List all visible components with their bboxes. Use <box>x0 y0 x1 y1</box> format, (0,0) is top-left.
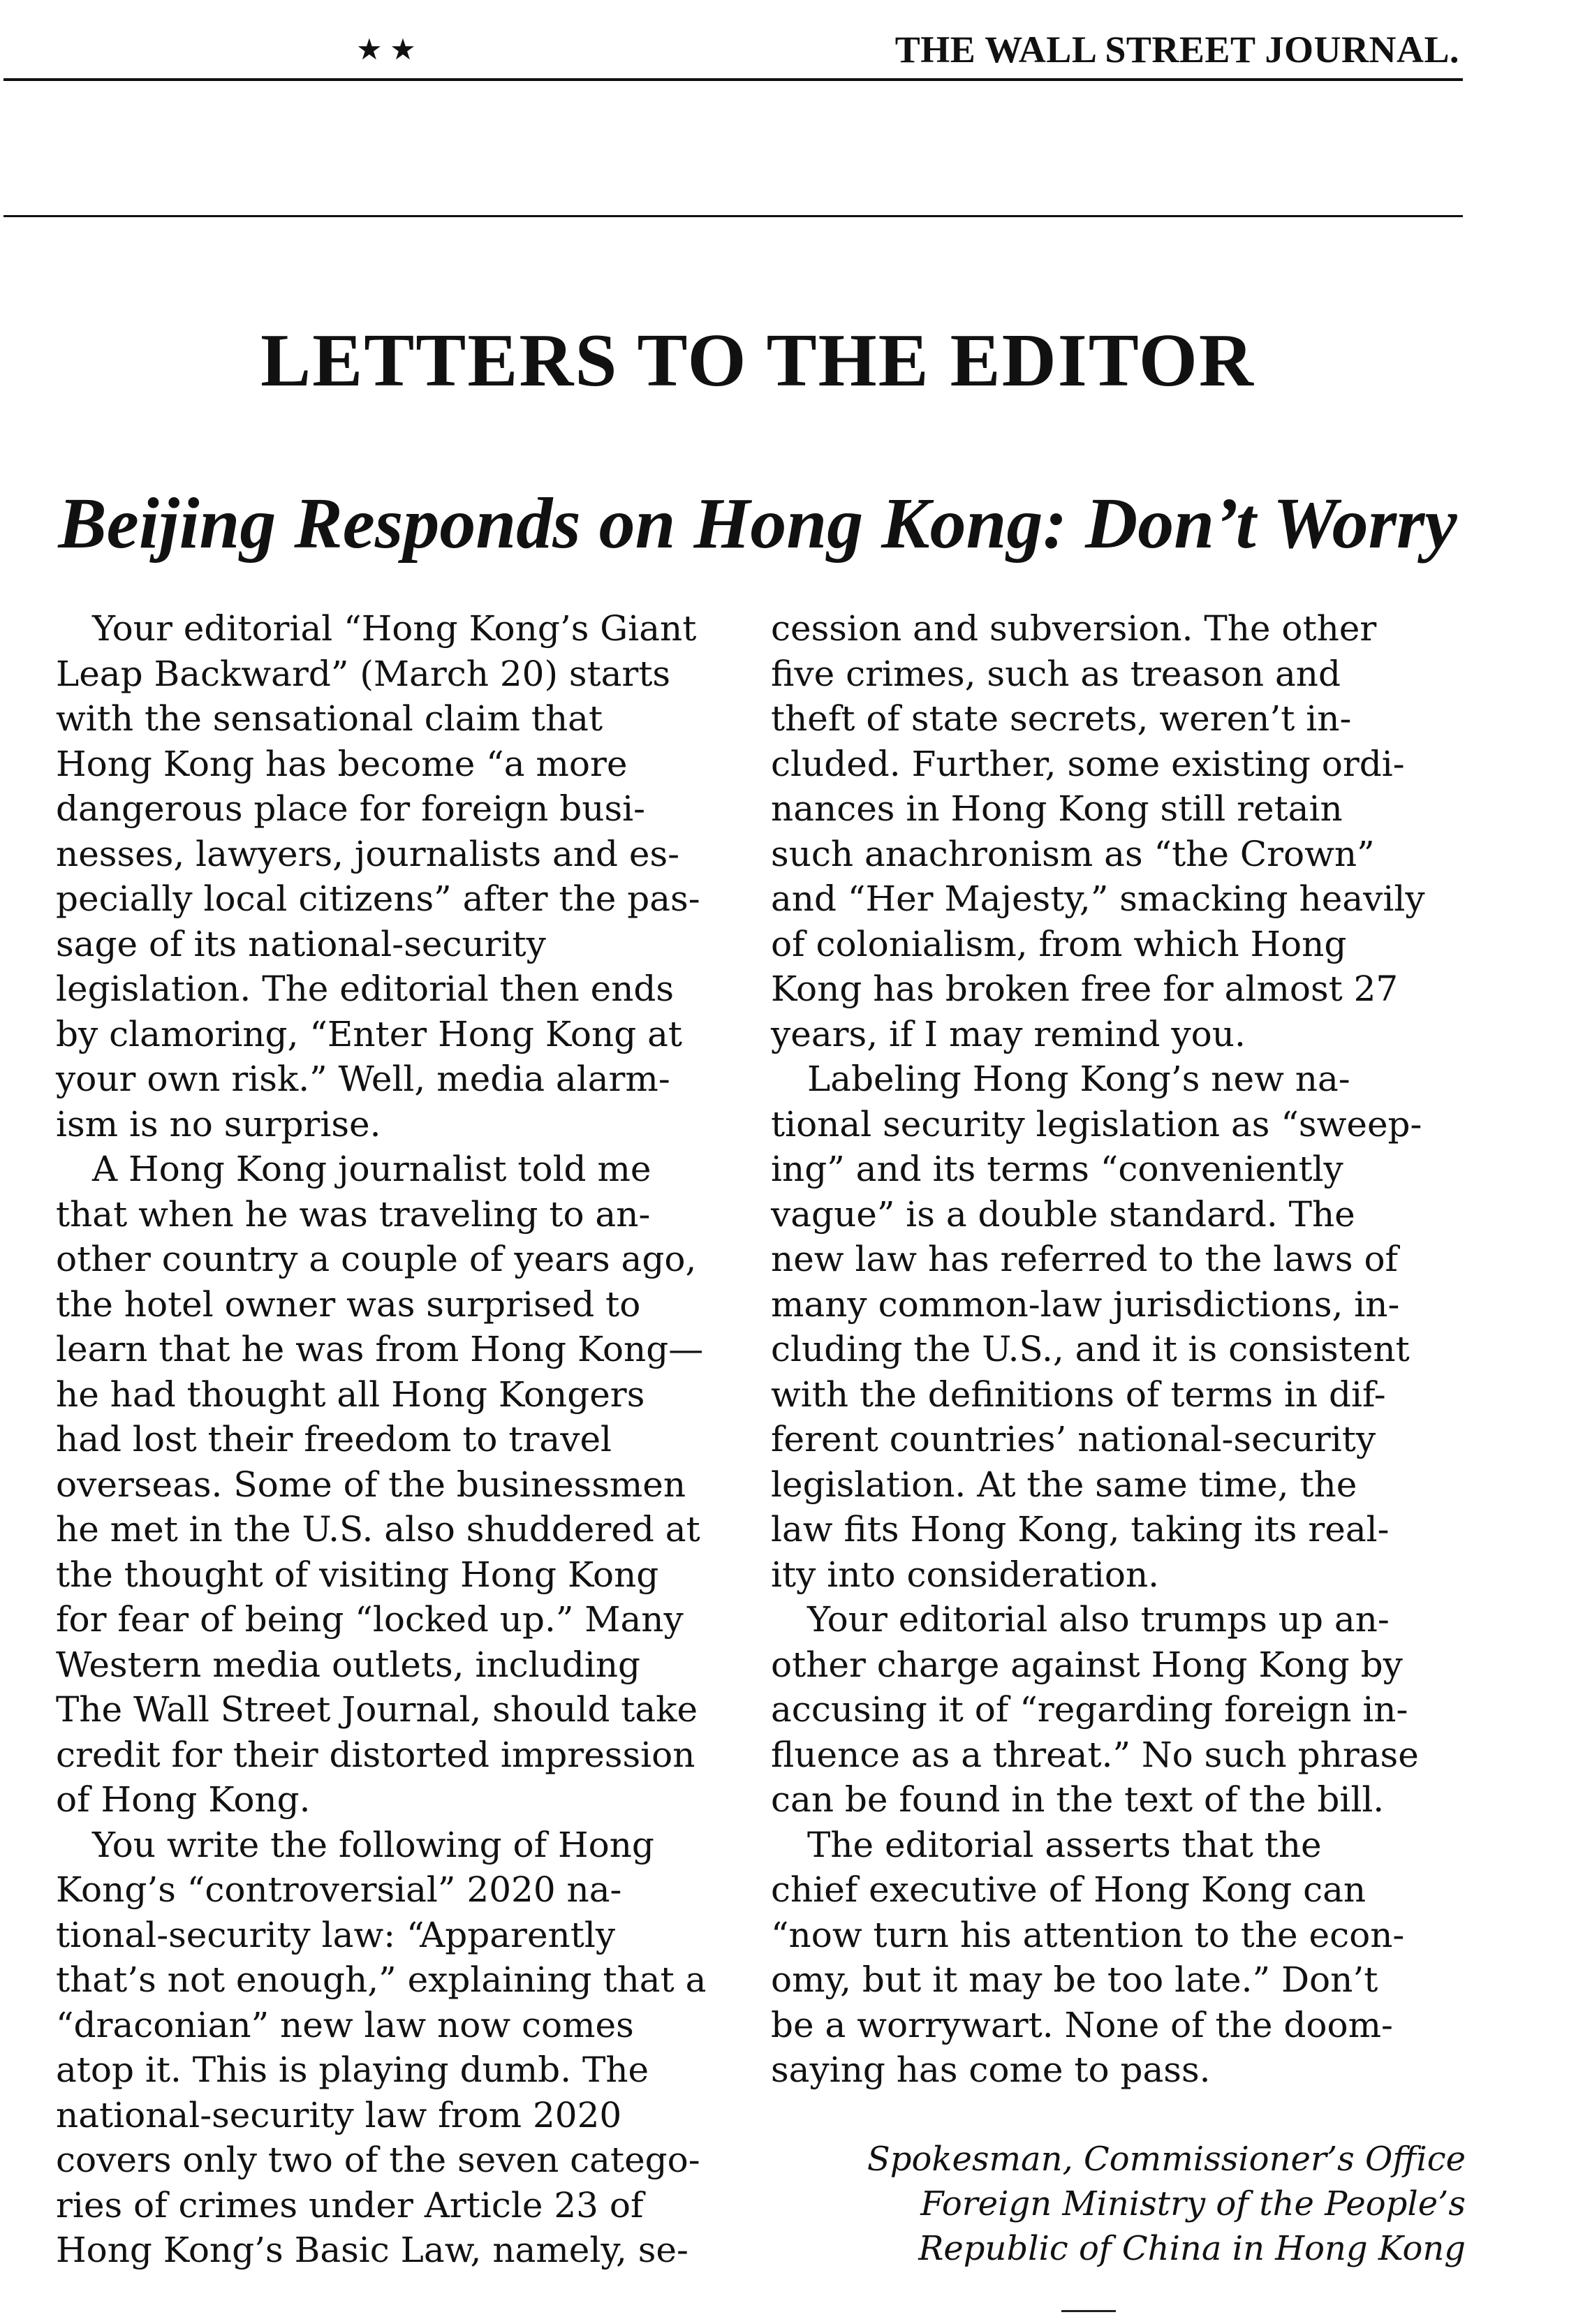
text-line: overseas. Some of the businessmen <box>56 1464 686 1505</box>
text-line: accusing it of “regarding foreign in- <box>771 1689 1408 1730</box>
text-line: of colonialism, from which Hong <box>771 923 1347 964</box>
signature-line: Foreign Ministry of the People’s <box>920 2184 1466 2223</box>
text-line: Labeling Hong Kong’s new na- <box>807 1059 1350 1099</box>
text-line: learn that he was from Hong Kong— <box>56 1329 704 1369</box>
text-line: with the definitions of terms in dif- <box>771 1374 1386 1415</box>
text-line: vague” is a double standard. The <box>771 1193 1355 1235</box>
text-line: legislation. At the same time, the <box>771 1464 1357 1505</box>
section-heading: LETTERS TO THE EDITOR <box>260 319 1255 402</box>
paragraph-3 <box>56 1823 747 2273</box>
text-line: that’s not enough,” explaining that a <box>56 1959 707 2000</box>
paragraph-4 <box>771 1057 1462 1597</box>
text-line: many common-law jurisdictions, in- <box>771 1284 1400 1325</box>
text-line: Kong’s “controversial” 2020 na- <box>56 1869 622 1910</box>
text-line: cession and subversion. The other <box>771 608 1377 649</box>
paragraph-2 <box>56 1147 747 1823</box>
text-line: Hong Kong has become “a more <box>56 743 628 784</box>
text-line: chief executive of Hong Kong can <box>771 1869 1367 1910</box>
text-line: omy, but it may be too late.” Don’t <box>771 1959 1378 2000</box>
text-line: he met in the U.S. also shuddered at <box>56 1509 700 1550</box>
text-line: A Hong Kong journalist told me <box>92 1149 651 1189</box>
text-line: other charge against Hong Kong by <box>771 1644 1403 1685</box>
text-line: cluding the U.S., and it is consistent <box>771 1329 1410 1369</box>
text-line: saying has come to pass. <box>771 2050 1211 2090</box>
text-line: Hong Kong’s Basic Law, namely, se- <box>56 2230 688 2270</box>
text-line: ism is no surprise. <box>56 1103 381 1145</box>
newspaper-name: THE WALL STREET JOURNAL. <box>894 29 1459 71</box>
text-line: years, if I may remind you. <box>771 1013 1246 1054</box>
text-line: such anachronism as “the Crown” <box>771 833 1375 874</box>
text-line: other country a couple of years ago, <box>56 1239 697 1279</box>
text-line: law fits Hong Kong, taking its real- <box>771 1509 1390 1550</box>
text-line: tional-security law: “Apparently <box>56 1914 616 1955</box>
text-line: the hotel owner was surprised to <box>56 1284 641 1325</box>
left-column <box>56 606 747 2273</box>
signature-line: Republic of China in Hong Kong <box>918 2229 1466 2268</box>
text-line: by clamoring, “Enter Hong Kong at <box>56 1013 683 1054</box>
text-line: for fear of being “locked up.” Many <box>56 1599 684 1640</box>
text-line: atop it. This is playing dumb. The <box>56 2050 649 2090</box>
text-line: he had thought all Hong Kongers <box>56 1374 645 1415</box>
text-line: of Hong Kong. <box>56 1779 311 1820</box>
text-line: Your editorial also trumps up an- <box>807 1599 1390 1640</box>
text-line: Leap Backward” (March 20) starts <box>56 653 671 694</box>
text-line: ing” and its terms “conveniently <box>771 1149 1343 1189</box>
text-line: nesses, lawyers, journalists and es- <box>56 833 679 874</box>
section-rule <box>3 215 1463 217</box>
text-line: can be found in the text of the bill. <box>771 1779 1385 1820</box>
text-line: the thought of visiting Hong Kong <box>56 1554 659 1595</box>
text-line: covers only two of the seven catego- <box>56 2140 700 2180</box>
text-line: fluence as a threat.” No such phrase <box>771 1734 1419 1775</box>
text-line: that when he was traveling to an- <box>56 1193 651 1235</box>
text-line: pecially local citizens” after the pas- <box>56 878 700 919</box>
text-line: be a worrywart. None of the doom- <box>771 2004 1393 2045</box>
text-line: with the sensational claim that <box>56 698 603 739</box>
text-line: sage of its national-security <box>56 923 546 964</box>
paragraph-3-continued <box>771 606 1462 1057</box>
paragraph-1 <box>56 606 747 1147</box>
text-line: national-security law from 2020 <box>56 2094 622 2135</box>
text-line: and “Her Majesty,” smacking heavily <box>771 878 1425 919</box>
text-line: theft of state secrets, weren’t in- <box>771 698 1352 739</box>
masthead <box>0 28 1459 70</box>
signature-line: Spokesman, Commissioner’s Office <box>867 2140 1466 2179</box>
text-line: tional security legislation as “sweep- <box>771 1103 1422 1145</box>
masthead-rule <box>3 78 1463 81</box>
text-line: Western media outlets, including <box>56 1644 641 1685</box>
text-line: had lost their freedom to travel <box>56 1419 612 1459</box>
text-line: credit for their distorted impression <box>56 1734 695 1775</box>
text-line: nances in Hong Kong still retain <box>771 788 1343 829</box>
text-line: new law has referred to the laws of <box>771 1239 1399 1279</box>
paragraph-6 <box>771 1823 1462 2093</box>
signature-block <box>867 2137 1466 2271</box>
text-line: five crimes, such as treason and <box>771 653 1341 694</box>
paragraph-5 <box>771 1597 1462 1823</box>
text-line: You write the following of Hong <box>92 1824 654 1865</box>
text-line: The editorial asserts that the <box>807 1824 1322 1865</box>
text-line: “draconian” new law now comes <box>56 2004 634 2045</box>
text-line: cluded. Further, some existing ordi- <box>771 743 1405 784</box>
text-line: Your editorial “Hong Kong’s Giant <box>92 608 697 649</box>
text-line: ity into consideration. <box>771 1554 1160 1595</box>
text-line: The Wall Street Journal, should take <box>56 1689 698 1730</box>
text-line: ries of crimes under Article 23 of <box>56 2184 644 2226</box>
edition-stars: ★ ★ <box>356 34 416 66</box>
text-line: “now turn his attention to the econ- <box>771 1914 1405 1955</box>
text-line: legislation. The editorial then ends <box>56 969 675 1009</box>
text-line: ferent countries’ national-security <box>771 1419 1376 1459</box>
end-rule <box>1061 2310 1116 2312</box>
text-line: Kong has broken free for almost 27 <box>771 969 1399 1009</box>
letter-headline: Beijing Responds on Hong Kong: Don’t Worry <box>58 483 1457 564</box>
right-column <box>771 606 1462 2093</box>
text-line: your own risk.” Well, media alarm- <box>56 1059 670 1099</box>
text-line: dangerous place for foreign busi- <box>56 788 646 829</box>
